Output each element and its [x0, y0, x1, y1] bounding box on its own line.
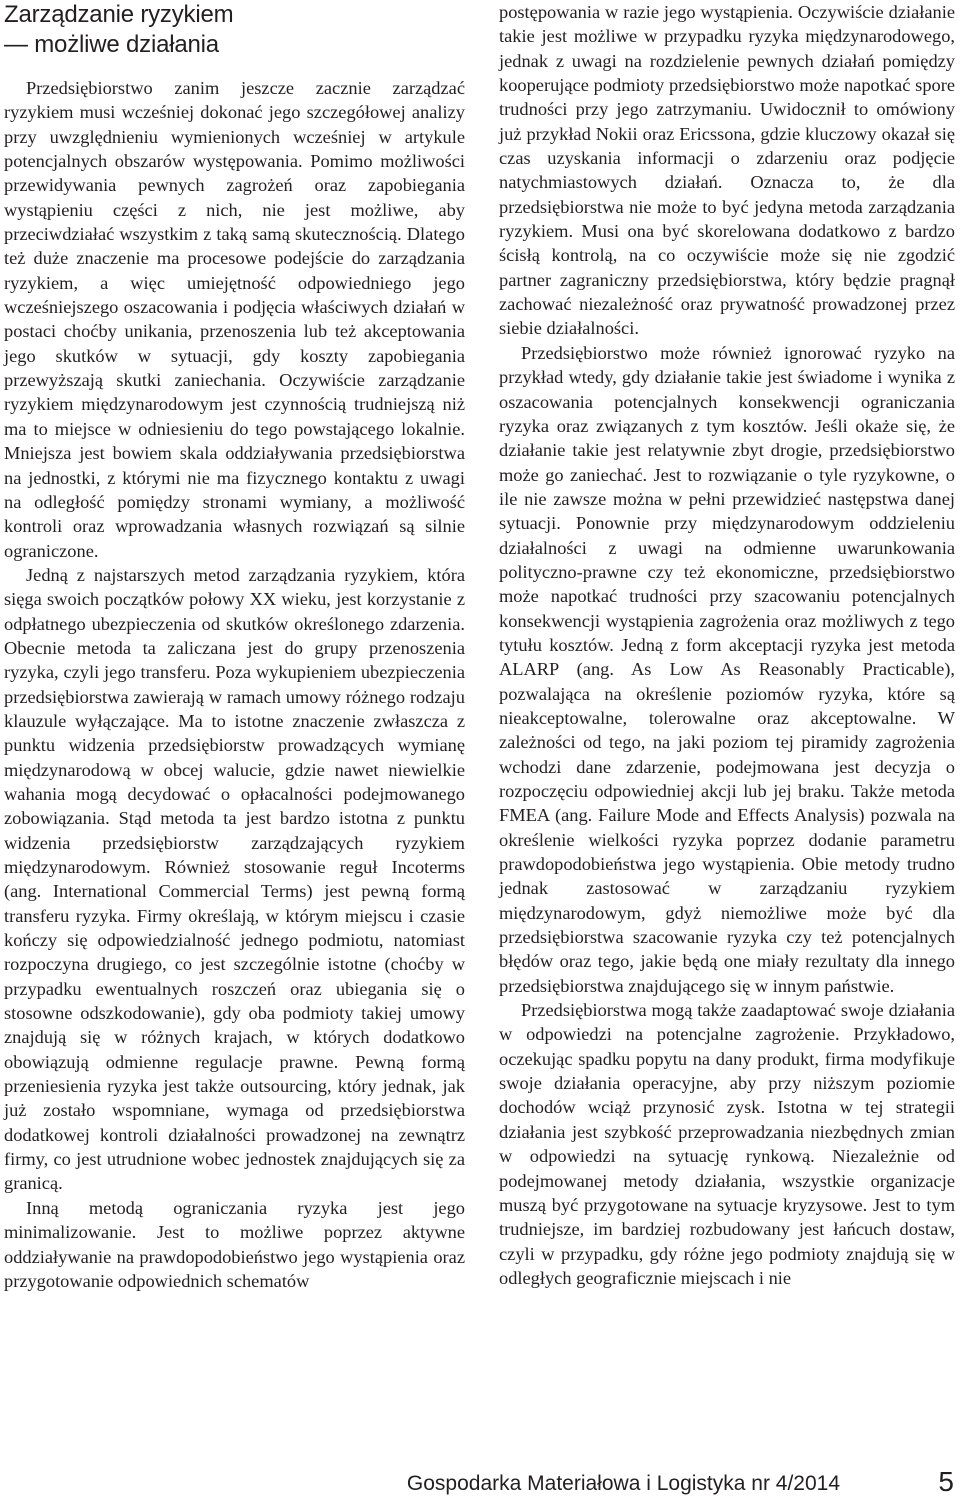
left-column: [4, 0, 465, 1293]
paragraph: Inną metodą ograniczania ryzyka jest jego minimalizowanie. Jest to możliwe poprzez aktywne oddziaływanie na prawdopodobieństwo jego wystąpienia oraz przygotowanie odpowiednich schematów: [4, 1197, 465, 1291]
paragraph: Przedsiębiorstwo zanim jeszcze zacznie zarządzać ryzykiem musi wcześniej dokonać jego szczegółowej analizy przy uwzględnieniu wymienionych wcześniej w artykule potencjalnych obszarów występowania. Pomimo możliwości przewidywania pewnych zagrożeń oraz zapobiegania wystąpieniu części z nich, nie jest możliwe, aby przeciwdziałać wszystkim z taką samą skutecznością. Dlatego też duże znaczenie ma procesowe podejście do zarządzania ryzykiem, a więc umiejętność odpowiedniego jego wcześniejszego oszacowania i podjęcia właściwych działań w postaci choćby unikania, przenoszenia lub też akceptowania jego skutków w sytuacji, gdy koszty zapobiegania przewyższają skutki zaniechania. Oczywiście zarządzanie ryzykiem międzynarodowym jest czynnością trudniejszą niż ma to miejsce w odniesieniu do tego powstającego lokalnie. Mniejsza jest bowiem skala oddziaływania przedsiębiorstwa na jednostki, z którymi nie ma fizycznego kontaktu z uwagi na odległość pomiędzy stronami wymiany, a możliwość kontroli oraz wprowadzania własnych rozwiązań są silnie ograniczone.: [4, 78, 465, 561]
right-column: [499, 0, 955, 1290]
page-footer: [0, 1468, 960, 1498]
paragraph: Przedsiębiorstwa mogą także zaadaptować swoje działania w odpowiedzi na potencjalne zagrożenie. Przykładowo, oczekując spadku popytu na dany produkt, firma modyfikuje swoje działania operacyjne, aby przy niższym poziomie dochodów wciąż przynosić zysk. Istotna w tej strategii działania jest szybkość przeprowadzania niezbędnych zmian w odpowiedzi na sytuację rynkową. Niezależnie od podejmowanej metody działania, wszystkie organizacje muszą być przygotowane na sytuacje kryzysowe. Jest to tym trudniejsze, im bardziej rozbudowany jest łańcuch dostaw, czyli w przypadku, gdy różne jego podmioty znajdują się w odległych geograficznie miejscach i nie: [499, 1000, 955, 1288]
paragraph: postępowania w razie jego wystąpienia. Oczywiście działanie takie jest możliwe w przypadku ryzyka międzynarodowego, jednak z uwagi na rozdzielenie pewnych działań pomiędzy kooperujące podmioty przedsiębiorstwo może napotkać spore trudności przy jego zatrzymaniu. Uwidocznił to omówiony już przykład Nokii oraz Ericssona, gdzie kluczowy okazał się czas uzyskania informacji o zdarzeniu oraz podjęcie natychmiastowych działań. Oznacza to, że dla przedsiębiorstwa nie może to być jedyna metoda zarządzania ryzykiem. Musi ona być skorelowana dodatkowo z bardzo ścisłą kontrolą, na co oczywiście może się nie zgodzić partner zagraniczny przedsiębiorstwa, który będzie pragnął zachować niezależność oraz prywatność prowadzonej przez siebie działalności.: [499, 2, 955, 339]
paragraph: Jedną z najstarszych metod zarządzania ryzykiem, która sięga swoich początków połowy XX wieku, jest korzystanie z odpłatnego ubezpieczenia od skutków określonego zdarzenia. Obecnie metoda ta zaliczana jest do grupy przenoszenia ryzyka, czyli jego transferu. Poza wykupieniem ubezpieczenia przedsiębiorstwa zawierają w ramach umowy różnego rodzaju klauzule wyłączające. Ma to istotne znaczenie zwłaszcza z punktu widzenia przedsiębiorstw prowadzących wymianę międzynarodową w obcej walucie, gdzie nawet niewielkie wahania mogą decydować o opłacalności podejmowanego zobowiązania. Stąd metoda ta jest bardzo istotna z punktu widzenia przedsiębiorstw zarządzających ryzykiem międzynarodowym. Również stosowanie reguł Incoterms (ang. International Commercial Terms) jest pewną formą transferu ryzyka. Firmy określają, w którym miejscu i czasie kończy się odpowiedzialność jednego podmiotu, natomiast rozpoczyna drugiego, co jest szczególnie istotne (choćby w przypadku ewentualnych roszczeń oraz ubiegania się o stosowne odszkodowanie), gdy oba podmioty takiej umowy znajdują się w różnych krajach, w których dodatkowo obowiązują odmienne regulacje prawne. Pewną formą przeniesienia ryzyka jest także outsourcing, który jednak, jak już zostało wspomniane, wymaga od przedsiębiorstwa dodatkowej kontroli działalności prowadzonej na zewnątrz firmy, co jest utrudnione wobec jednostek znajdujących się za granicą.: [4, 564, 465, 1194]
title-line-2: — możliwe działania: [4, 31, 219, 58]
paragraph: Przedsiębiorstwo może również ignorować ryzyko na przykład wtedy, gdy działanie takie jest świadome i wynika z oszacowania potencjalnych konsekwencji ograniczania ryzyka oraz związanych z tym kosztów. Jeśli okaże się, że działanie takie jest relatywnie zbyt drogie, przedsiębiorstwo może go zaniechać. Jest to rozwiązanie o tyle ryzykowne, o ile nie zawsze można w pełni przewidzieć następstwa danej sytuacji. Ponownie przy międzynarodowym oddzieleniu działalności z uwagi na odmienne uwarunkowania polityczno-prawne czy też ekonomiczne, przedsiębiorstwo może napotkać trudności przy szacowaniu potencjalnych konsekwencji wystąpienia zagrożenia oraz możliwych z tego tytułu kosztów. Jedną z form akceptacji ryzyka jest metoda ALARP (ang. As Low As Reasonably Practicable), pozwalająca na określenie poziomów ryzyka, które są nieakceptowalne, tolerowalne oraz akceptowalne. W zależności od tego, na jaki poziom tej piramidy zagrożenia wchodzi dane zdarzenie, podejmowana jest decyzja o rozpoczęciu odpowiedniej akcji lub jej braku. Także metoda FMEA (ang. Failure Mode and Effects Analysis) pozwala na określenie wielkości ryzyka poprzez dodanie parametru prawdopodobieństwa jego wystąpienia. Obie metody trudno jednak zastosować w zarządzaniu ryzykiem międzynarodowym, gdyż niemożliwe może być dla przedsiębiorstwa szacowanie ryzyka czy też potencjalnych błędów oraz tego, jakie będą one miały rezultaty dla innego przedsiębiorstwa znajdującego się w innym państwie.: [499, 342, 955, 996]
article-title: [4, 0, 465, 60]
journal-name: Gospodarka Materiałowa i Logistyka nr 4/2014: [406, 1472, 840, 1495]
page-number: 5: [938, 1466, 954, 1497]
title-line-1: Zarządzanie ryzykiem: [4, 1, 234, 28]
